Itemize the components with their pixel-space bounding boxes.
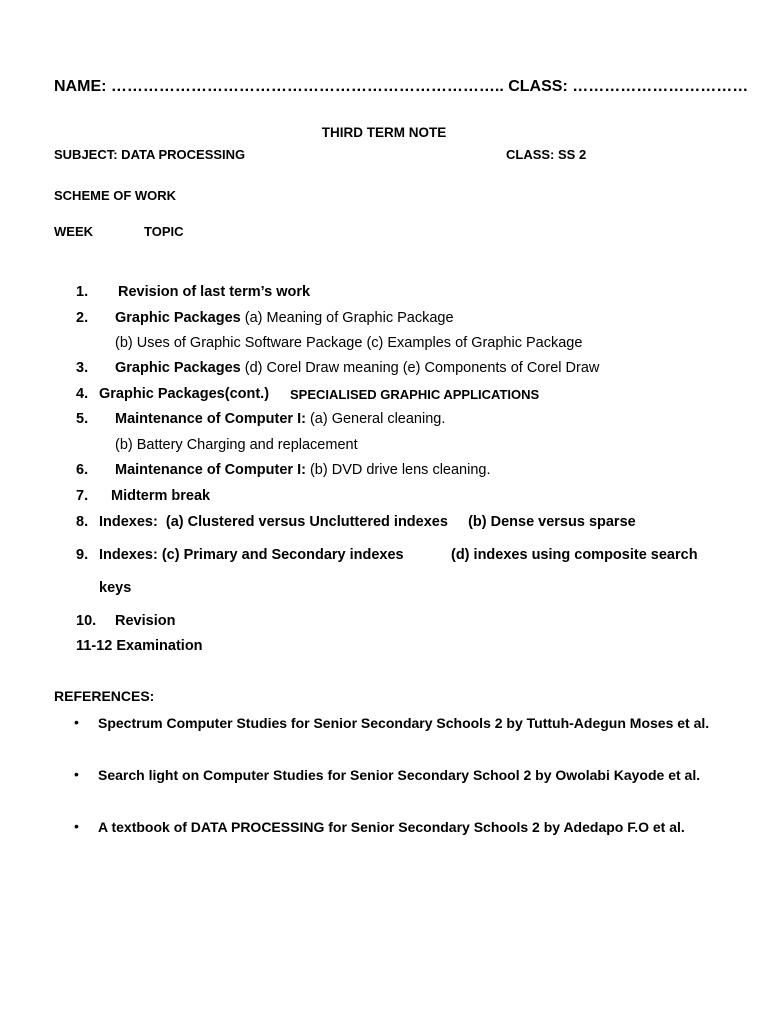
item-topic-detail: (d) indexes using composite search xyxy=(451,547,698,563)
item-topic: Graphic Packages(cont.) xyxy=(99,386,270,402)
item-topic-bold: Maintenance of Computer I: xyxy=(115,411,306,427)
item-topic-bold: Maintenance of Computer I: xyxy=(115,462,306,478)
item-number: 1. xyxy=(76,284,89,300)
item-topic-detail: (b) DVD drive lens cleaning. xyxy=(305,462,491,478)
bullet-icon: • xyxy=(74,818,79,834)
item-topic xyxy=(115,310,454,326)
item-topic xyxy=(115,462,491,478)
item-number: 4. xyxy=(76,386,89,402)
item-number: 2. xyxy=(76,310,89,326)
item-number: 5. xyxy=(76,411,89,427)
item-number: 6. xyxy=(76,462,89,478)
item-topic xyxy=(115,360,599,376)
item-topic-continuation: keys xyxy=(99,580,132,596)
name-class-line: NAME: ……………………………………………………………….. CLASS: …………………………… xyxy=(54,78,749,95)
subject-label: SUBJECT: DATA PROCESSING xyxy=(54,147,246,162)
item-topic xyxy=(115,411,445,427)
item-topic: 11-12 Examination xyxy=(76,638,203,654)
item-topic-detail: SPECIALISED GRAPHIC APPLICATIONS xyxy=(290,387,540,402)
item-number: 10. xyxy=(76,613,97,629)
item-topic: Midterm break xyxy=(111,488,211,504)
item-number: 7. xyxy=(76,488,89,504)
page-title: THIRD TERM NOTE xyxy=(321,125,447,140)
item-topic: Revision of last term’s work xyxy=(118,284,311,300)
item-topic-detail: (d) Corel Draw meaning (e) Components of Corel Draw xyxy=(240,360,600,376)
item-topic-detail: (b) Uses of Graphic Software Package (c) Examples of Graphic Package xyxy=(115,335,583,351)
reference-text: Search light on Computer Studies for Senior Secondary School 2 by Owolabi Kayode et al. xyxy=(98,767,701,783)
references-heading: REFERENCES: xyxy=(54,688,155,704)
item-number: 3. xyxy=(76,360,89,376)
topic-column-heading: TOPIC xyxy=(144,224,184,239)
week-column-heading: WEEK xyxy=(54,224,93,239)
item-number: 9. xyxy=(76,547,89,563)
scheme-heading: SCHEME OF WORK xyxy=(54,188,177,203)
item-topic-bold: Graphic Packages xyxy=(115,310,241,326)
reference-text: Spectrum Computer Studies for Senior Secondary Schools 2 by Tuttuh-Adegun Moses et al. xyxy=(98,715,710,731)
class-label: CLASS: SS 2 xyxy=(506,147,587,162)
item-topic-bold: Graphic Packages xyxy=(115,360,241,376)
item-topic-detail: (a) General cleaning. xyxy=(305,411,446,427)
item-topic-detail: (b) Battery Charging and replacement xyxy=(115,437,358,453)
bullet-icon: • xyxy=(74,714,79,730)
item-number: 8. xyxy=(76,514,89,530)
bullet-icon: • xyxy=(74,766,79,782)
item-topic: Revision xyxy=(115,613,176,629)
item-topic: Indexes: (a) Clustered versus Uncluttered indexes (b) Dense versus sparse xyxy=(99,514,636,530)
item-topic: Indexes: (c) Primary and Secondary indexes xyxy=(99,547,404,563)
item-topic-detail: (a) Meaning of Graphic Package xyxy=(240,310,454,326)
reference-text: A textbook of DATA PROCESSING for Senior Secondary Schools 2 by Adedapo F.O et al. xyxy=(98,819,685,835)
